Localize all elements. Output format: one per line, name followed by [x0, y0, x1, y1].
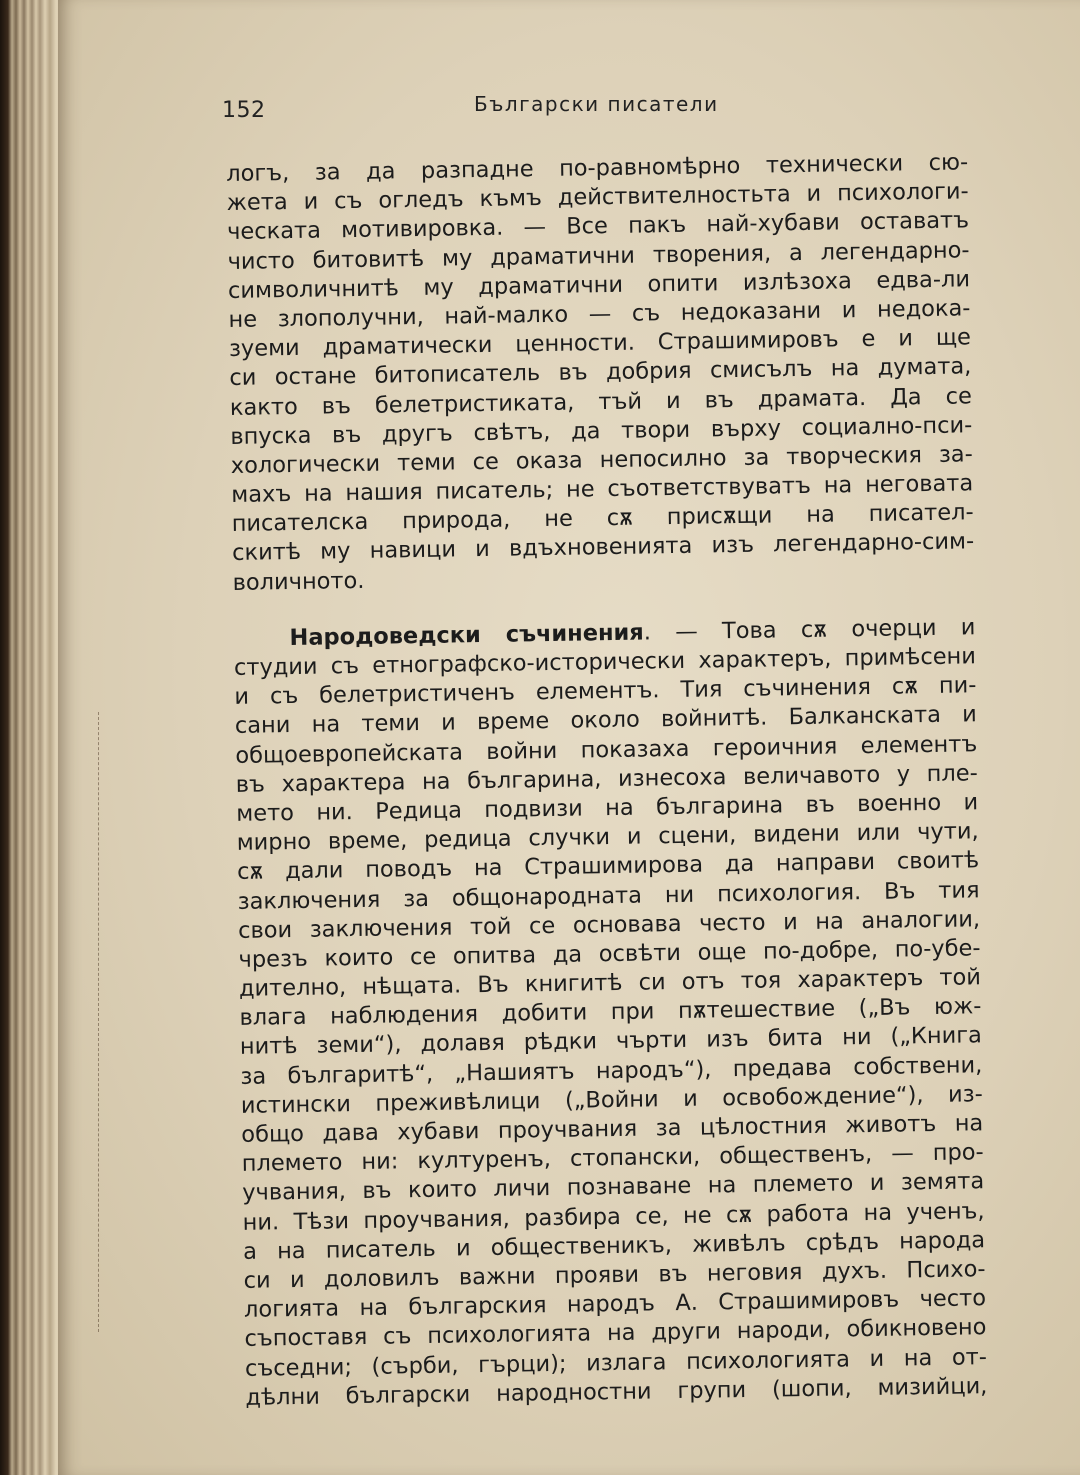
text-line: сѫ дали поводъ на Страшимирова да направи своитѣ [236, 847, 980, 886]
text-line: нитѣ земи“), долавя рѣдки чърти изъ бита ни („Книга [239, 1022, 983, 1061]
text-line: племето ни: културенъ, стопански, общественъ, — про- [241, 1139, 984, 1178]
text-line: символичнитѣ му драматични опити излѣзоха едва-ли [227, 266, 971, 304]
text-line: писателска природа, не сѫ присѫщи на писател- [231, 499, 974, 538]
section-first-line-text: . — Това сѫ очерци и [643, 614, 976, 646]
text-line: воличното. [232, 567, 365, 596]
text-line: заключения за общонародната ни психология. Въ тия [237, 876, 980, 915]
text-line: общоевропейската войни показаха героичния елементъ [235, 730, 978, 769]
text-line: въ характера на българина, изнесоха величавото у пле- [235, 760, 978, 798]
text-line: хологически теми се оказа непосилно за творческия за- [230, 441, 973, 479]
text-line: учвания, въ които личи познаване на племето и земята [242, 1168, 985, 1207]
text-line: съпоставя съ психологията на други народи, обикновено [244, 1314, 987, 1353]
text-line: си и доловилъ важни прояви въ неговия духъ. Психо- [243, 1256, 986, 1294]
text-line: истински преживѣлици („Войни и освобождение“), из- [240, 1081, 983, 1119]
text-line: ни. Тѣзи проучвания, разбира се, не сѫ работа на ученъ, [242, 1197, 985, 1236]
book-page-edges [0, 0, 62, 1475]
text-line: дително, нѣщата. Въ книгитѣ си отъ тоя характеръ той [238, 964, 982, 1002]
text-line: логъ, за да разпадне по-равномѣрно технически сю- [226, 149, 969, 187]
text-line: и съ белетристиченъ елементъ. Тия съчинения сѫ пи- [234, 672, 977, 711]
text-line: както въ белетристиката, тъй и въ драмата. Да се [229, 382, 973, 421]
text-line: за българитѣ“, „Нашиятъ народъ“), предава собствени, [240, 1051, 983, 1090]
text-line: сани на теми и време около войнитѣ. Балканската и [234, 701, 978, 740]
text-line: си остане битописатель въ добрия смисълъ на думата, [229, 353, 972, 392]
body-text [226, 148, 988, 1412]
text-line: студии съ етнографско-исторически характеръ, примѣсени [233, 643, 977, 681]
text-line: свои заключения той се основава често и на аналогии, [237, 905, 981, 944]
text-line: дѣлни български народностни групи (шопи, мизийци, [245, 1372, 988, 1411]
text-line: впуска въ другъ свѣтъ, да твори върху социално-пси- [230, 412, 973, 450]
paragraph-2 [233, 613, 987, 1413]
text-line: мирно време, редица случки и сцени, видени или чути, [236, 818, 979, 857]
paragraph-1 [226, 148, 975, 597]
text-line: ческата мотивировка. — Все пакъ най-хубави оставатъ [226, 207, 970, 246]
book-page [58, 0, 1080, 1475]
text-line: чрезъ които се опитва да освѣти още по-добре, по-убе- [238, 935, 981, 973]
text-line: логията на българския народъ А. Страшимировъ често [243, 1285, 987, 1323]
text-line: общо дава хубави проучвания за цѣлостния животъ на [241, 1110, 984, 1148]
margin-pencil-marks [98, 712, 105, 1332]
text-line: чисто битовитѣ му драматични творения, а легендарно- [227, 236, 970, 275]
page-number: 152 [222, 98, 266, 123]
text-line: зуеми драматически ценности. Страшимировъ е и ще [228, 324, 972, 363]
text-line: скитѣ му навици и вдъхновенията изъ легендарно-сим- [231, 528, 975, 567]
text-line: жета и съ огледъ къмъ действителностьта и психологи- [226, 178, 969, 217]
running-title: Български писатели [474, 92, 719, 116]
text-line: съседни; (сърби, гърци); излага психологията и на от- [244, 1343, 988, 1382]
text-line: махъ на нашия писатель; не съответствуватъ на неговата [231, 470, 974, 509]
text-line: влага наблюдения добити при пѫтешествие („Въ юж- [239, 993, 982, 1032]
text-line: а на писатель и общественикъ, живѣлъ срѣдъ народа [242, 1226, 986, 1265]
section-heading: Народоведски съчинения [289, 619, 644, 651]
text-line: не злополучни, най-малко — съ недоказани и недока- [228, 295, 971, 333]
text-line: мето ни. Редица подвизи на българина въ военно и [236, 789, 979, 827]
